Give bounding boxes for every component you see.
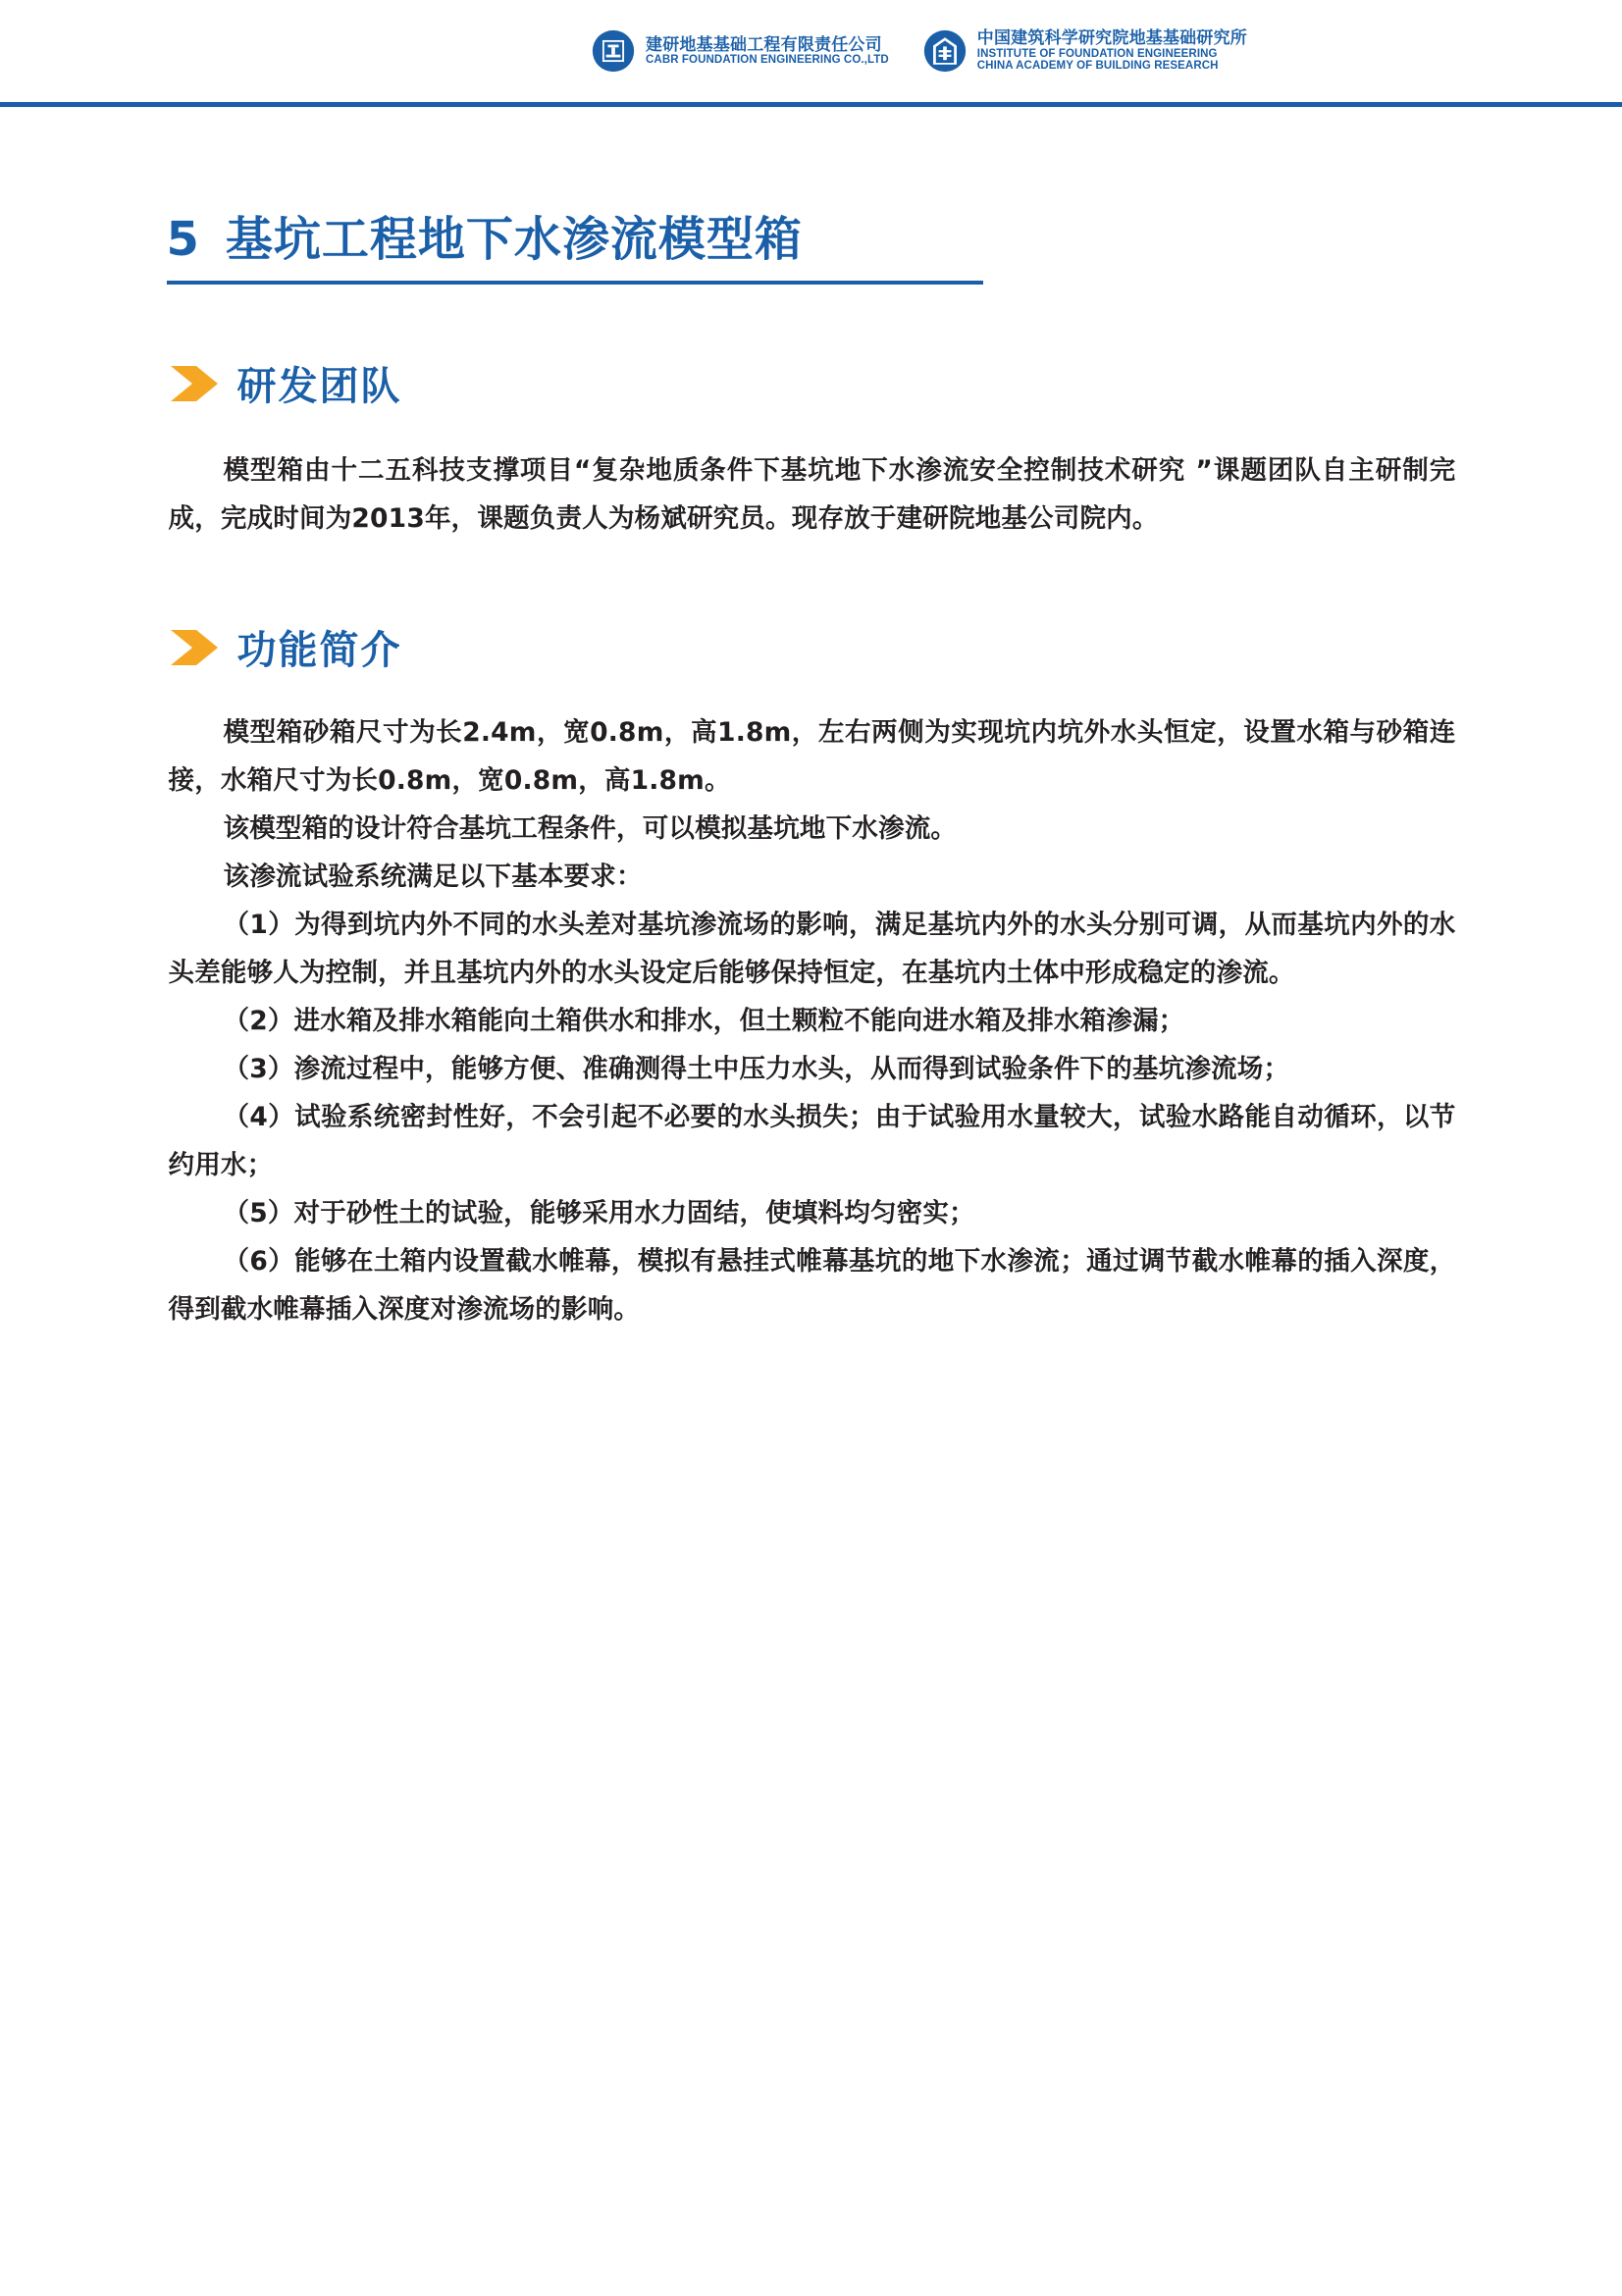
paragraph: 模型箱由十二五科技支撑项目“复杂地质条件下基坑地下水渗流安全控制技术研究 ”课题团队自主研制完成，完成时间为2013年，课题负责人为杨斌研究员。现存放于建研院地基公司院内。 [168,455,1456,535]
paragraph: 该模型箱的设计符合基坑工程条件，可以模拟基坑地下水渗流。 [223,813,958,845]
paragraph: （3）渗流过程中，能够方便、准确测得土中压力水头，从而得到试验条件下的基坑渗流场； [223,1054,1290,1085]
paragraph: （1）为得到坑内外不同的水头差对基坑渗流场的影响，满足基坑内外的水头分别可调，从而基坑内外的水头差能够人为控制，并且基坑内外的水头设定后能够保持恒定，在基坑内土体中形成稳定的渗流。 [168,910,1456,989]
paragraph: （5）对于砂性土的试验，能够采用水力固结，使填料均匀密实； [223,1198,975,1229]
logo-en-name: CABR FOUNDATION ENGINEERING CO.,LTD [646,53,889,66]
section-title-team: 研发团队 [236,364,402,409]
logo-cabr-institute-text [977,29,1247,72]
logo-en-subname: CHINA ACADEMY OF BUILDING RESEARCH [976,60,1219,73]
paragraph: （4）试验系统密封性好，不会引起不必要的水头损失；由于试验用水量较大，试验水路能自动循环，以节约用水； [168,1102,1456,1181]
arrow-bullet-icon [169,362,220,405]
page-title-number: 5 [166,212,200,267]
paragraph: 该渗流试验系统满足以下基本要求： [223,861,643,893]
paragraph: 模型箱砂箱尺寸为长2.4m，宽0.8m，高1.8m，左右两侧为实现坑内坑外水头恒定，设置水箱与砂箱连接，水箱尺寸为长0.8m，宽0.8m，高1.8m。 [168,717,1456,797]
logo-cabr-foundation [591,28,889,74]
section-body-function [169,708,1456,1333]
logo-en-name: INSTITUTE OF FOUNDATION ENGINEERING [976,47,1218,60]
section-heading-function [169,619,1464,675]
paragraph: （6）能够在土箱内设置截水帷幕，模拟有悬挂式帷幕基坑的地下水渗流；通过调节截水帷幕的插入深度，得到截水帷幕插入深度对渗流场的影响。 [168,1246,1456,1326]
section-title-function: 功能简介 [236,628,402,674]
header-logo-group [591,28,1247,74]
page-title-text: 基坑工程地下水渗流模型箱 [225,212,803,267]
page-title [167,210,981,269]
page-title-underline [167,281,983,285]
page-title-block [167,210,981,285]
logo-cabr-foundation-text [646,36,889,67]
section-heading-team [169,355,1464,411]
logo-cabr-institute [922,28,1247,74]
logo-cn-name: 建研地基基础工程有限责任公司 [646,34,882,54]
page-header [0,0,1622,102]
arrow-bullet-icon [169,626,220,669]
cabr-foundation-logo-icon [591,28,636,74]
paragraph: （2）进水箱及排水箱能向土箱供水和排水，但土颗粒不能向进水箱及排水箱渗漏； [223,1006,1185,1037]
logo-cn-name: 中国建筑科学研究院地基基础研究所 [976,28,1247,48]
page-content [0,107,1622,2296]
section-body-team [169,446,1456,543]
cabr-institute-logo-icon [922,28,968,74]
